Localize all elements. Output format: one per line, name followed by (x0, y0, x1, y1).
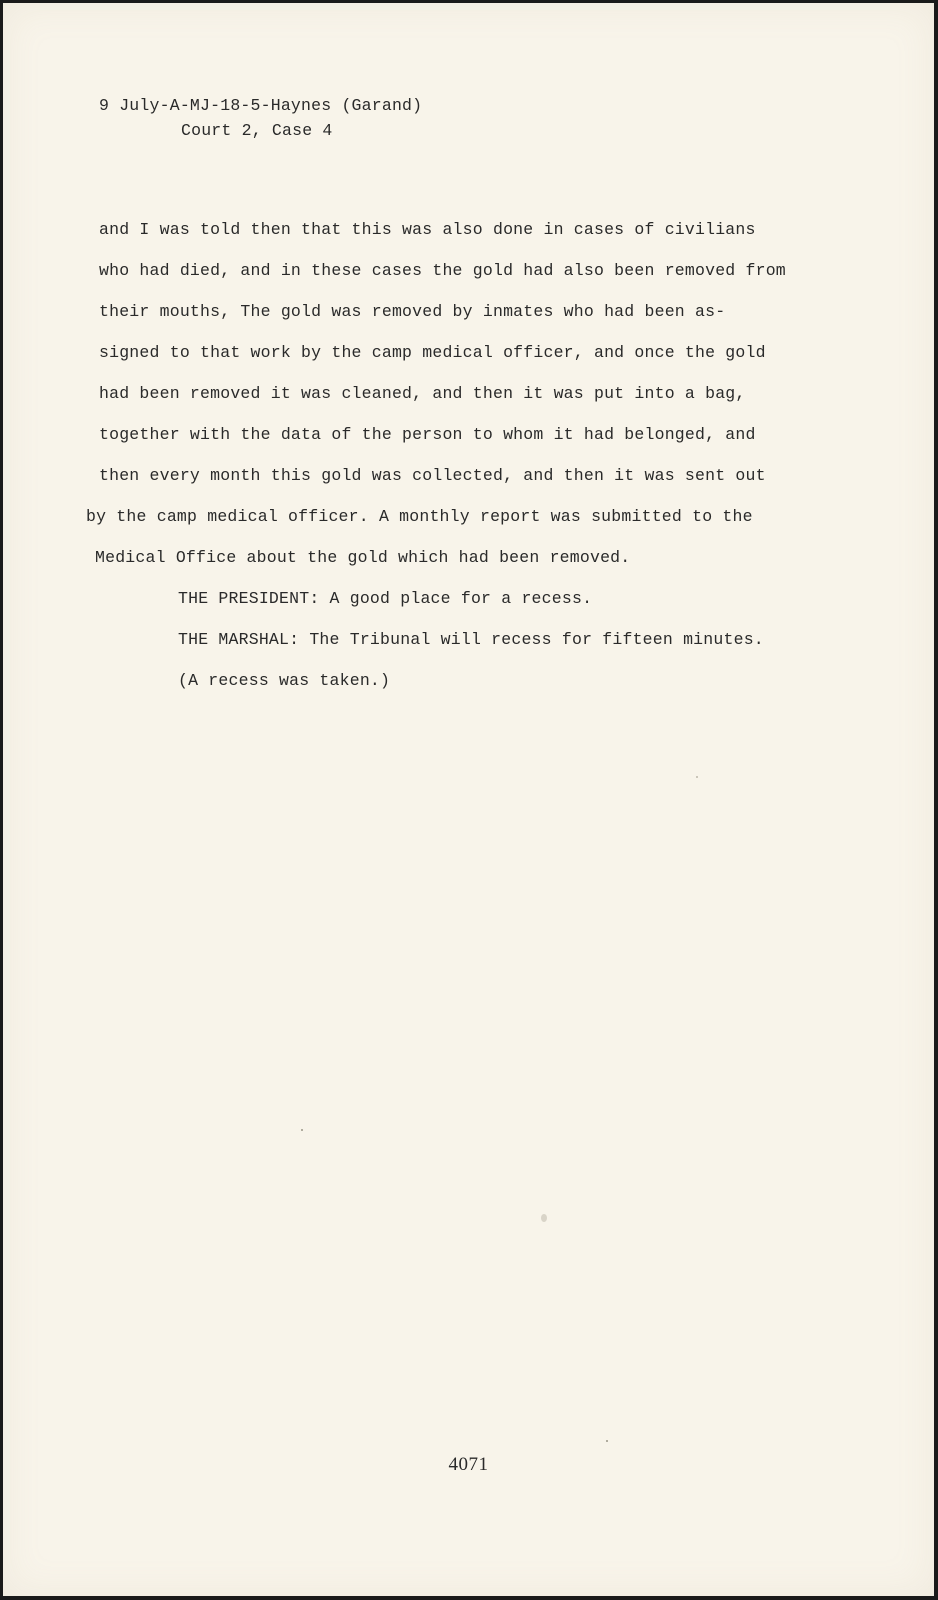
case-header-line-1: 9 July-A-MJ-18-5-Haynes (Garand) (99, 96, 423, 115)
body-line: signed to that work by the camp medical officer, and once the gold (99, 343, 766, 362)
page-number: 4071 (448, 1454, 489, 1475)
case-header-line-2: Court 2, Case 4 (181, 121, 333, 140)
body-line: by the camp medical officer. A monthly report was submitted to the (86, 507, 753, 526)
paper-speck (301, 1129, 303, 1131)
body-line: their mouths, The gold was removed by inmates who had been as- (99, 302, 726, 321)
body-line: Medical Office about the gold which had been removed. (95, 548, 631, 567)
paper-speck (696, 776, 698, 778)
body-line: and I was told then that this was also done in cases of civilians (99, 220, 756, 239)
paper-speck (541, 1214, 547, 1222)
body-line: together with the data of the person to whom it had belonged, and (99, 425, 756, 444)
document-page (3, 3, 934, 1596)
body-line: had been removed it was cleaned, and then it was put into a bag, (99, 384, 746, 403)
recess-note: (A recess was taken.) (178, 671, 391, 690)
body-line: who had died, and in these cases the gold had also been removed from (99, 261, 786, 280)
body-line: then every month this gold was collected, and then it was sent out (99, 466, 766, 485)
president-statement: THE PRESIDENT: A good place for a recess. (178, 589, 593, 608)
paper-speck (606, 1440, 608, 1442)
marshal-statement: THE MARSHAL: The Tribunal will recess for fifteen minutes. (178, 630, 764, 649)
